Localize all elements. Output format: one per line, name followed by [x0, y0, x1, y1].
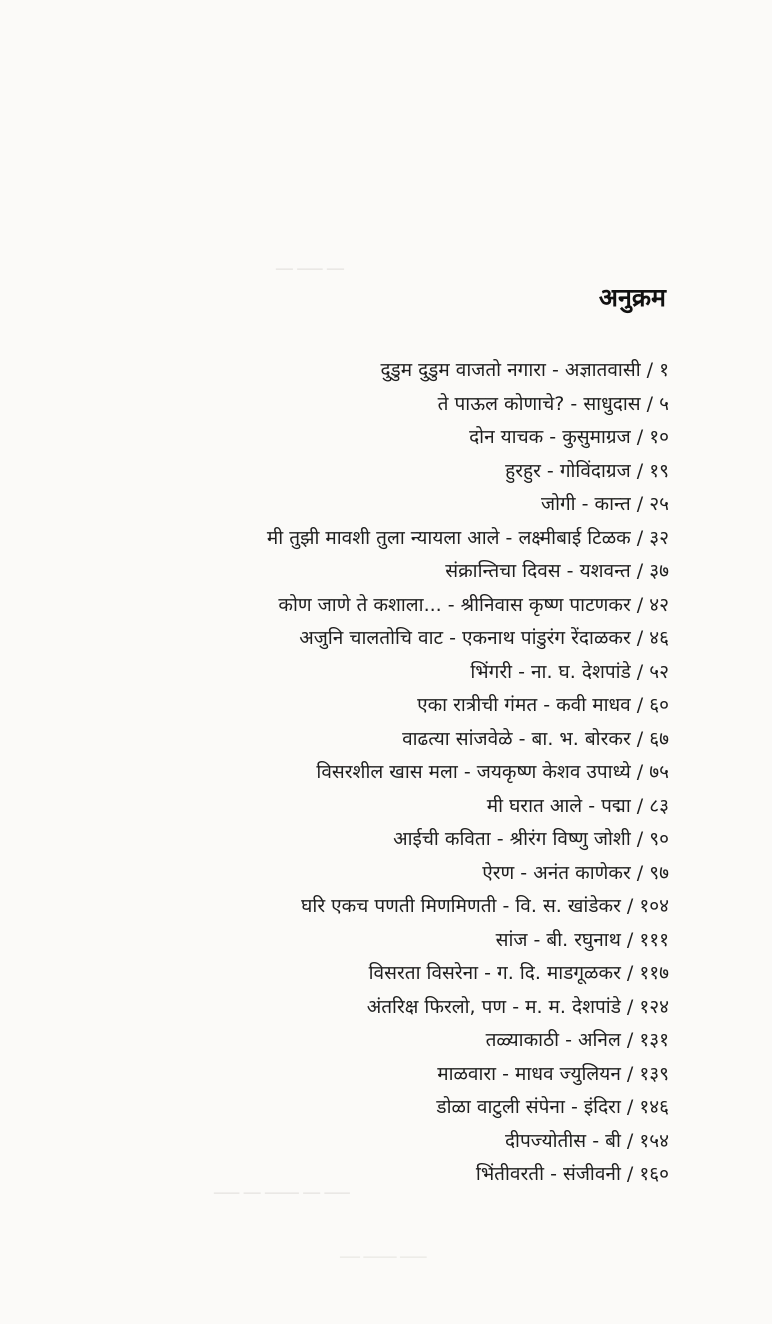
toc-entry	[267, 1091, 669, 1125]
title-author-separator: -	[560, 560, 580, 582]
toc-entry	[267, 555, 669, 589]
toc-entry	[267, 455, 669, 489]
toc-entry	[267, 756, 669, 790]
toc-entry-page: ४२	[649, 593, 669, 616]
toc-entry	[267, 622, 669, 656]
toc-entry-author: ग. दि. माडगूळकर	[497, 962, 621, 984]
toc-entry-title: वाढत्या सांजवेळे	[402, 727, 513, 750]
title-author-separator: -	[564, 1096, 584, 1118]
page-separator: /	[630, 861, 650, 884]
page-separator: /	[630, 493, 650, 515]
toc-entry-title: दोन याचक	[469, 426, 544, 448]
page-separator: /	[620, 1163, 640, 1185]
show-through-text: ─── ───── ────	[340, 1251, 427, 1264]
toc-entry-page: १०४	[639, 895, 669, 917]
toc-entry-author: कुसुमाग्रज	[562, 426, 631, 448]
page-separator: /	[630, 526, 650, 549]
toc-entry-page: ११७	[639, 962, 669, 984]
show-through-text: ─── ── ──── ── ───	[214, 1186, 350, 1202]
toc-entry-title: कोण जाणे ते कशाला...	[278, 593, 442, 616]
toc-entry-title: विसरशील खास मला	[316, 761, 458, 783]
title-author-separator: -	[506, 995, 526, 1018]
toc-entry-author: श्रीनिवास कृष्ण पाटणकर	[460, 593, 631, 616]
page-separator: /	[630, 727, 650, 750]
title-author-separator: -	[586, 1129, 606, 1152]
toc-entry	[267, 589, 669, 623]
toc-entry	[267, 924, 669, 958]
page-separator: /	[630, 828, 650, 850]
toc-entry	[267, 823, 669, 857]
title-author-separator: -	[457, 761, 477, 783]
page-separator: /	[630, 593, 650, 616]
toc-entry	[267, 522, 669, 556]
toc-heading: अनुक्रम	[598, 283, 666, 312]
title-author-separator: -	[496, 1062, 516, 1085]
title-author-separator: -	[443, 627, 463, 649]
toc-entry	[267, 890, 669, 924]
show-through-text: ── ─── ──	[276, 262, 344, 278]
toc-entry-author: साधुदास	[583, 392, 641, 415]
toc-entry	[267, 957, 669, 991]
title-author-separator: -	[512, 660, 531, 683]
toc-entry	[267, 1125, 669, 1159]
toc-entry-title: आईची कविता	[393, 828, 491, 850]
toc-entry-author: श्रीरंग विष्णु जोशी	[509, 828, 631, 850]
page-separator: /	[640, 392, 660, 415]
toc-entry-title: मी घरात आले	[486, 794, 583, 817]
toc-entry-author: संजीवनी	[562, 1163, 621, 1185]
page-separator: /	[640, 359, 660, 381]
toc-entry-title: विसरता विसरेना	[368, 962, 479, 984]
toc-entry-title: संक्रान्तिचा दिवस	[445, 560, 561, 582]
toc-entry-author: ना. घ. देशपांडे	[531, 660, 631, 683]
toc-entry-author: एकनाथ पांडुरंग रेंदाळकर	[462, 627, 631, 649]
title-author-separator: -	[545, 359, 565, 381]
toc-entry-author: बी	[605, 1129, 621, 1152]
toc-entry-author: इंदिरा	[583, 1096, 621, 1118]
title-author-separator: -	[490, 828, 510, 850]
page-separator: /	[630, 694, 650, 716]
toc-entry-page: १४६	[639, 1096, 669, 1118]
page-separator: /	[630, 426, 650, 448]
toc-entry-author: जयकृष्ण केशव उपाध्ये	[476, 761, 631, 783]
toc-entry-title: अंतरिक्ष फिरलो, पण	[366, 995, 507, 1018]
toc-entry-author: माधव ज्युलियन	[515, 1062, 621, 1085]
toc-entry-title: भिंतीवरती	[475, 1163, 545, 1185]
toc-entry	[267, 421, 669, 455]
page-separator: /	[620, 1096, 640, 1118]
toc-entry-page: ४६	[649, 627, 669, 649]
toc-entry	[267, 857, 669, 891]
title-author-separator: -	[540, 459, 560, 482]
title-author-separator: -	[496, 895, 516, 917]
toc-entry-page: ९०	[649, 828, 669, 850]
page-separator: /	[630, 627, 650, 649]
toc-entry-title: डोळा वाटुली संपेना	[436, 1096, 565, 1118]
toc-entry-author: बी. रघुनाथ	[546, 928, 621, 951]
title-author-separator: -	[544, 1163, 563, 1185]
toc-entry-page: १३१	[639, 1029, 669, 1051]
toc-entry-title: जोगी	[540, 493, 576, 515]
page-separator: /	[620, 995, 640, 1018]
page-separator: /	[620, 1029, 640, 1051]
toc-entry-title: दुडुम दुडुम वाजतो नगारा	[380, 359, 546, 381]
page-separator: /	[620, 962, 640, 984]
title-author-separator: -	[559, 1029, 578, 1051]
title-author-separator: -	[564, 392, 584, 415]
toc-entry-title: मी तुझी मावशी तुला न्यायला आले	[266, 526, 500, 549]
title-author-separator: -	[543, 426, 563, 448]
toc-entry-page: ८३	[649, 794, 669, 817]
toc-entry-author: कान्त	[594, 493, 631, 515]
toc-entry-author: अनंत काणेकर	[533, 861, 631, 884]
title-author-separator: -	[582, 794, 602, 817]
toc-entry	[267, 991, 669, 1025]
page-separator: /	[630, 794, 650, 817]
page-separator: /	[630, 660, 650, 683]
toc-entry	[267, 354, 669, 388]
toc-entry-page: १	[659, 359, 669, 381]
toc-entry-title: माळवारा	[437, 1062, 497, 1085]
title-author-separator: -	[499, 526, 519, 549]
page-separator: /	[630, 459, 650, 482]
toc-entry-title: ते पाऊल कोणाचे?	[437, 392, 565, 415]
toc-entry-page: ५	[659, 392, 669, 415]
page-separator: /	[630, 761, 650, 783]
toc-entry-title: दीपज्योतीस	[504, 1129, 587, 1152]
toc-entry-page: ३७	[649, 560, 669, 582]
toc-entry-title: ऐरण	[482, 861, 515, 884]
toc-entry-page: ९७	[649, 861, 669, 884]
page-separator: /	[620, 1062, 640, 1085]
toc-entry-title: अजुनि चालतोचि वाट	[299, 627, 444, 649]
toc-entry-page: १६०	[639, 1163, 669, 1185]
toc-entry-author: वि. स. खांडेकर	[515, 895, 621, 917]
toc-entry-author: गोविंदाग्रज	[559, 459, 631, 482]
toc-entry-page: १२४	[639, 995, 669, 1018]
toc-entry-title: सांज	[495, 928, 528, 951]
toc-entry	[267, 790, 669, 824]
title-author-separator: -	[527, 928, 547, 951]
toc-entry-page: १५४	[639, 1129, 669, 1152]
toc-entry-author: पद्मा	[601, 794, 631, 817]
toc-entry	[267, 689, 669, 723]
toc-entry-author: अज्ञातवासी	[564, 359, 641, 381]
toc-entry-title: हुरहुर	[505, 459, 541, 482]
title-author-separator: -	[514, 861, 534, 884]
page-separator: /	[620, 1129, 640, 1152]
page-separator: /	[620, 895, 640, 917]
title-author-separator: -	[537, 694, 557, 716]
toc-entry	[267, 723, 669, 757]
toc-entry-page: १११	[639, 928, 669, 951]
toc-entry	[267, 1058, 669, 1092]
toc-list	[267, 354, 669, 1192]
page-separator: /	[620, 928, 640, 951]
toc-entry-page: ६०	[649, 694, 669, 716]
toc-entry-page: १९	[649, 459, 669, 482]
page-separator: /	[630, 560, 650, 582]
title-author-separator: -	[441, 593, 461, 616]
toc-entry	[267, 1024, 669, 1058]
toc-entry-author: यशवन्त	[579, 560, 631, 582]
toc-entry-author: कवी माधव	[556, 694, 631, 716]
title-author-separator: -	[478, 962, 498, 984]
toc-entry-author: लक्ष्मीबाई टिळक	[518, 526, 631, 549]
toc-entry-title: भिंगरी	[470, 660, 513, 683]
toc-entry-author: अनिल	[578, 1029, 621, 1051]
toc-entry-title: एका रात्रीची गंमत	[417, 694, 538, 716]
toc-entry	[267, 656, 669, 690]
toc-entry-page: ३२	[649, 526, 669, 549]
toc-entry-page: ५२	[649, 660, 669, 683]
toc-entry	[267, 388, 669, 422]
toc-entry-page: १३९	[639, 1062, 669, 1085]
toc-entry-page: ६७	[649, 727, 669, 750]
toc-entry-page: २५	[649, 493, 669, 515]
toc-entry-title: घरि एकच पणती मिणमिणती	[301, 895, 497, 917]
title-author-separator: -	[575, 493, 595, 515]
toc-entry-page: १०	[649, 426, 669, 448]
toc-entry	[267, 488, 669, 522]
title-author-separator: -	[512, 727, 532, 750]
toc-entry-page: ७५	[649, 761, 669, 783]
toc-entry-title: तळ्याकाठी	[485, 1029, 560, 1051]
toc-entry-author: म. म. देशपांडे	[525, 995, 621, 1018]
toc-entry-author: बा. भ. बोरकर	[531, 727, 631, 750]
